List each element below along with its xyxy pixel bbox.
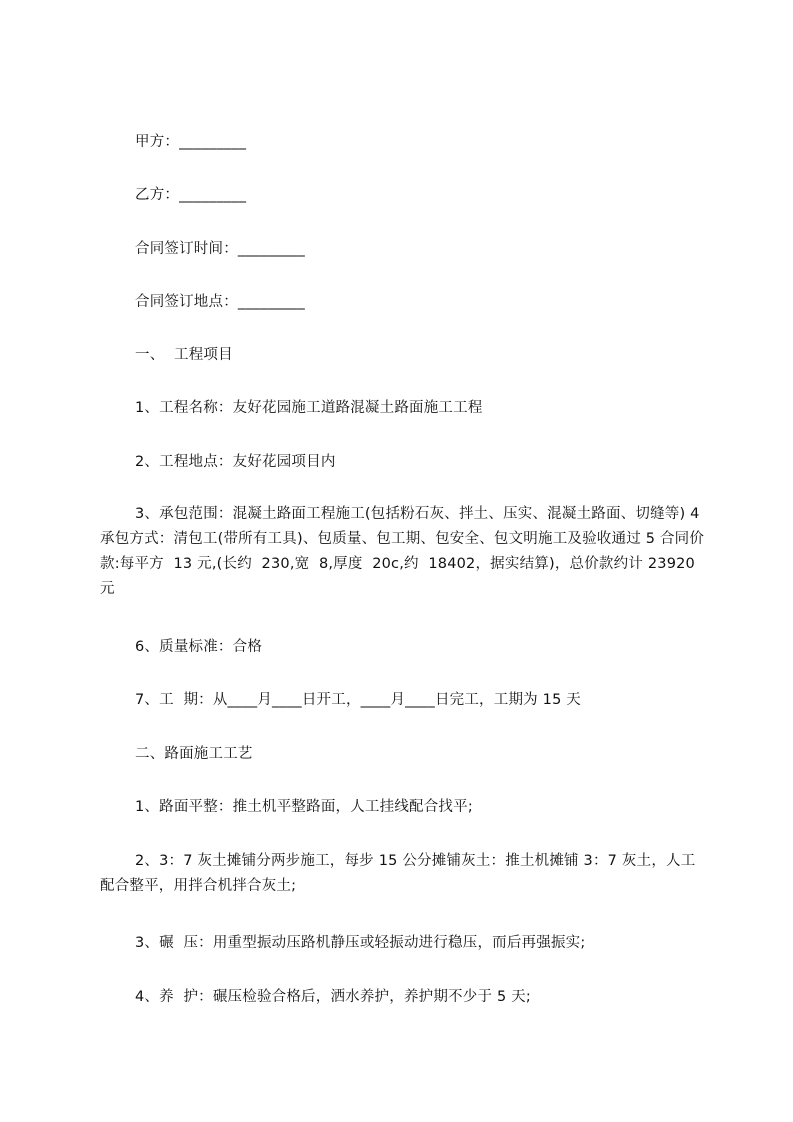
lime-soil-step-paragraph: 2、3：7 灰土摊铺分两步施工，每步 15 公分摊铺灰土：推土机摊铺 3：7 灰土，人工配合整平，用拌合机拌合灰土; [100, 853, 696, 894]
party-a-line: 甲方：_________ [135, 134, 247, 150]
schedule-item: 7、工 期：从____月____日开工，____月____日完工，工期为 15 天 [135, 692, 582, 708]
section-2-title: 二、路面施工工艺 [135, 746, 253, 762]
scope-method-price-paragraph: 3、承包范围：混凝土路面工程施工(包括粉石灰、拌土、压实、混凝土路面、切缝等) 4 承包方式：清包工(带所有工具)、包质量、包工期、包安全、包文明施工及验收通过 5 合同价款:每平方 13 元,(长约 230,宽 8,厚度 20c,约 18402，据实结算)，总价款约计 23920 元 [100, 506, 705, 597]
section-1-title: 一、 工程项目 [135, 347, 233, 363]
party-b-line: 乙方：_________ [135, 187, 247, 203]
curing-step: 4、养 护：碾压检验合格后，洒水养护，养护期不少于 5 天; [135, 989, 531, 1005]
compaction-step: 3、碾 压：用重型振动压路机静压或轻振动进行稳压，而后再强振实; [135, 935, 586, 951]
project-name-item: 1、工程名称：友好花园施工道路混凝土路面施工工程 [135, 400, 483, 416]
project-location-item: 2、工程地点：友好花园项目内 [135, 454, 336, 470]
road-leveling-step: 1、路面平整：推土机平整路面，人工挂线配合找平; [135, 799, 473, 815]
quality-standard-item: 6、质量标准：合格 [135, 639, 263, 655]
sign-place-line: 合同签订地点：_________ [135, 294, 305, 310]
sign-time-line: 合同签订时间：_________ [135, 241, 305, 257]
